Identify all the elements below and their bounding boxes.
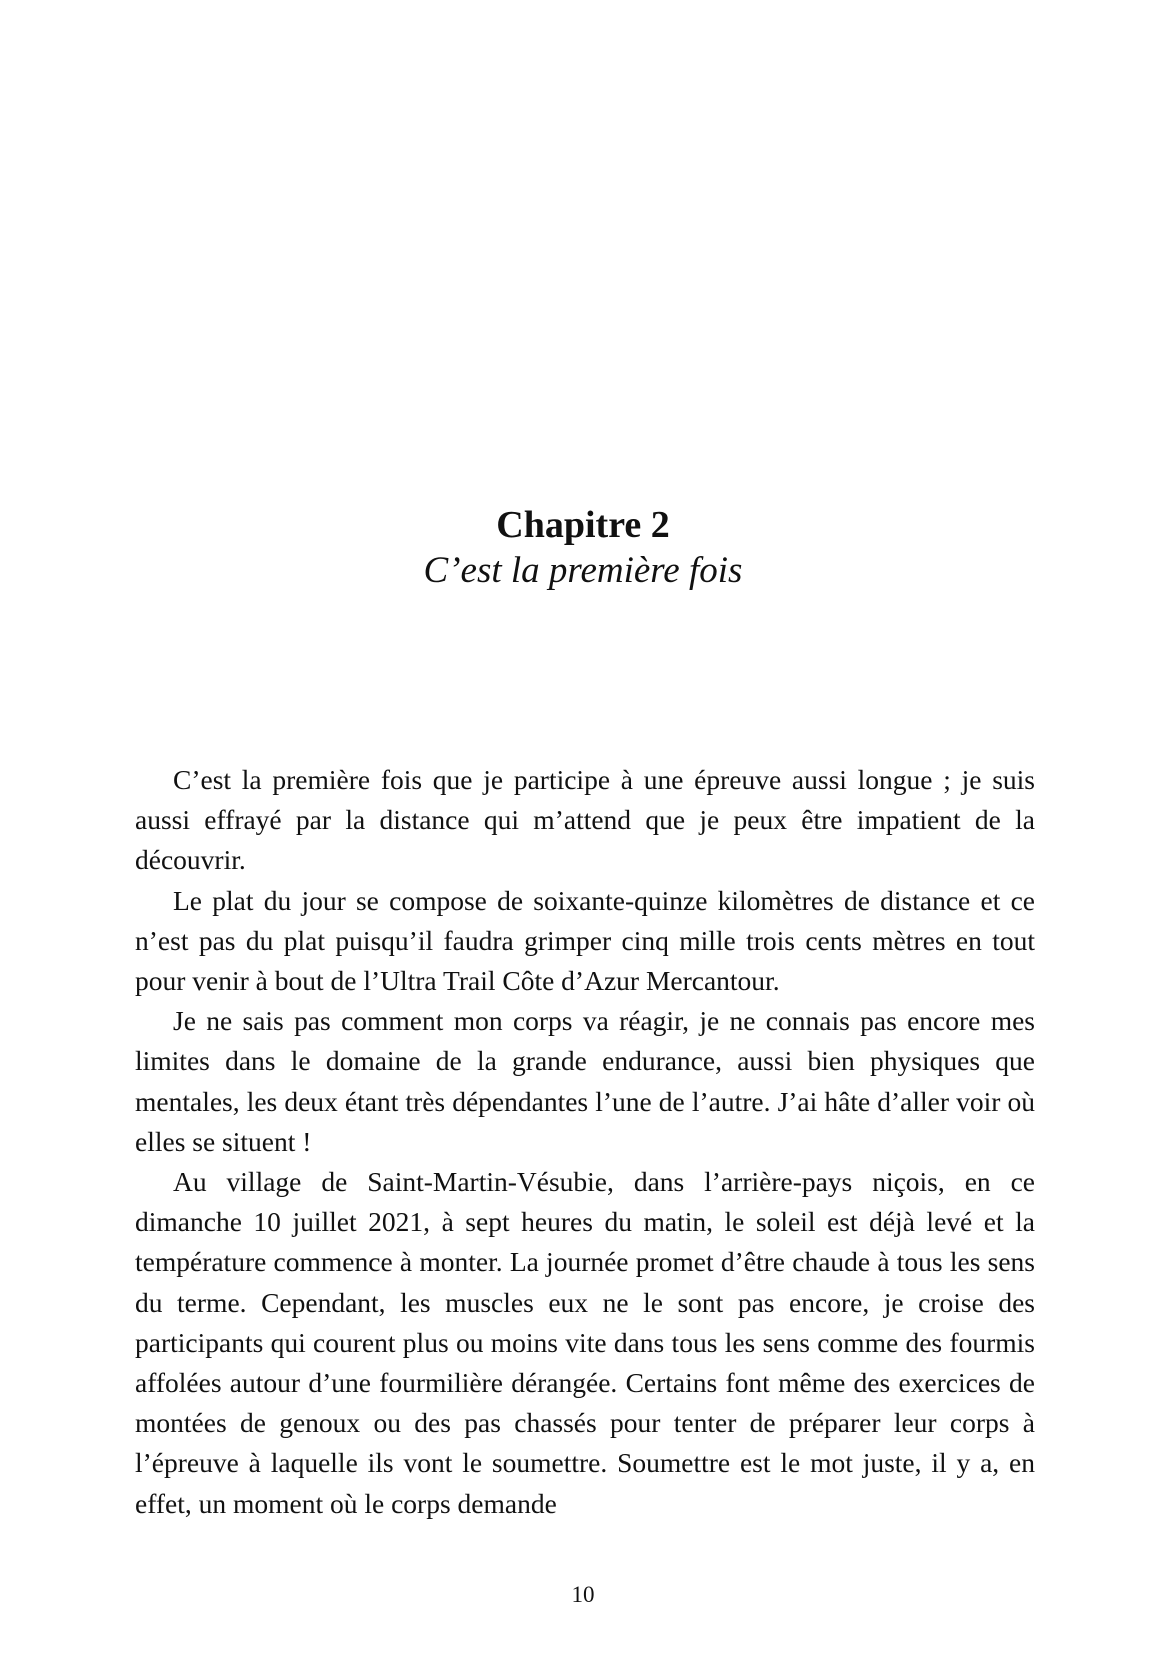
chapter-heading [0,502,1166,594]
chapter-title: C’est la première fois [423,550,743,591]
chapter-number: Chapitre 2 [496,504,670,546]
page-number: 10 [571,1582,595,1607]
paragraph: Le plat du jour se compose de soixante-quinze kilomètres de distance et ce n’est pas du plat puisqu’il faudra grimper cinq mille trois cents mètres en tout pour venir à bout de l’Ultra Trail Côte d’Azur Mercantour. [135,884,1035,997]
body-text [135,760,1035,1524]
paragraph: C’est la première fois que je participe à une épreuve aussi longue ; je suis aussi effrayé par la distance qui m’attend que je peux être impatient de la découvrir. [135,764,1035,876]
paragraph: Au village de Saint-Martin-Vésubie, dans l’arrière-pays niçois, en ce dimanche 10 juillet 2021, à sept heures du matin, le soleil est déjà levé et la température commence à monter. La journée promet d’être chaude à tous les sens du terme. Cependant, les muscles eux ne le sont pas encore, je croise des participants qui courent plus ou moins vite dans tous les sens comme des fourmis affolées autour d’une fourmilière dérangée. Certains font même des exercices de montées de genoux ou des pas chassés pour tenter de préparer leur corps à l’épreuve à laquelle ils vont le soumettre. Soumettre est le mot juste, il y a, en effet, un moment où le corps demande [135,1166,1035,1519]
paragraph: Je ne sais pas comment mon corps va réagir, je ne connais pas encore mes limites dans le domaine de la grande endurance, aussi bien physiques que mentales, les deux étant très dépendantes l’une de l’autre. J’ai hâte d’aller voir où elles se situent ! [135,1005,1035,1157]
